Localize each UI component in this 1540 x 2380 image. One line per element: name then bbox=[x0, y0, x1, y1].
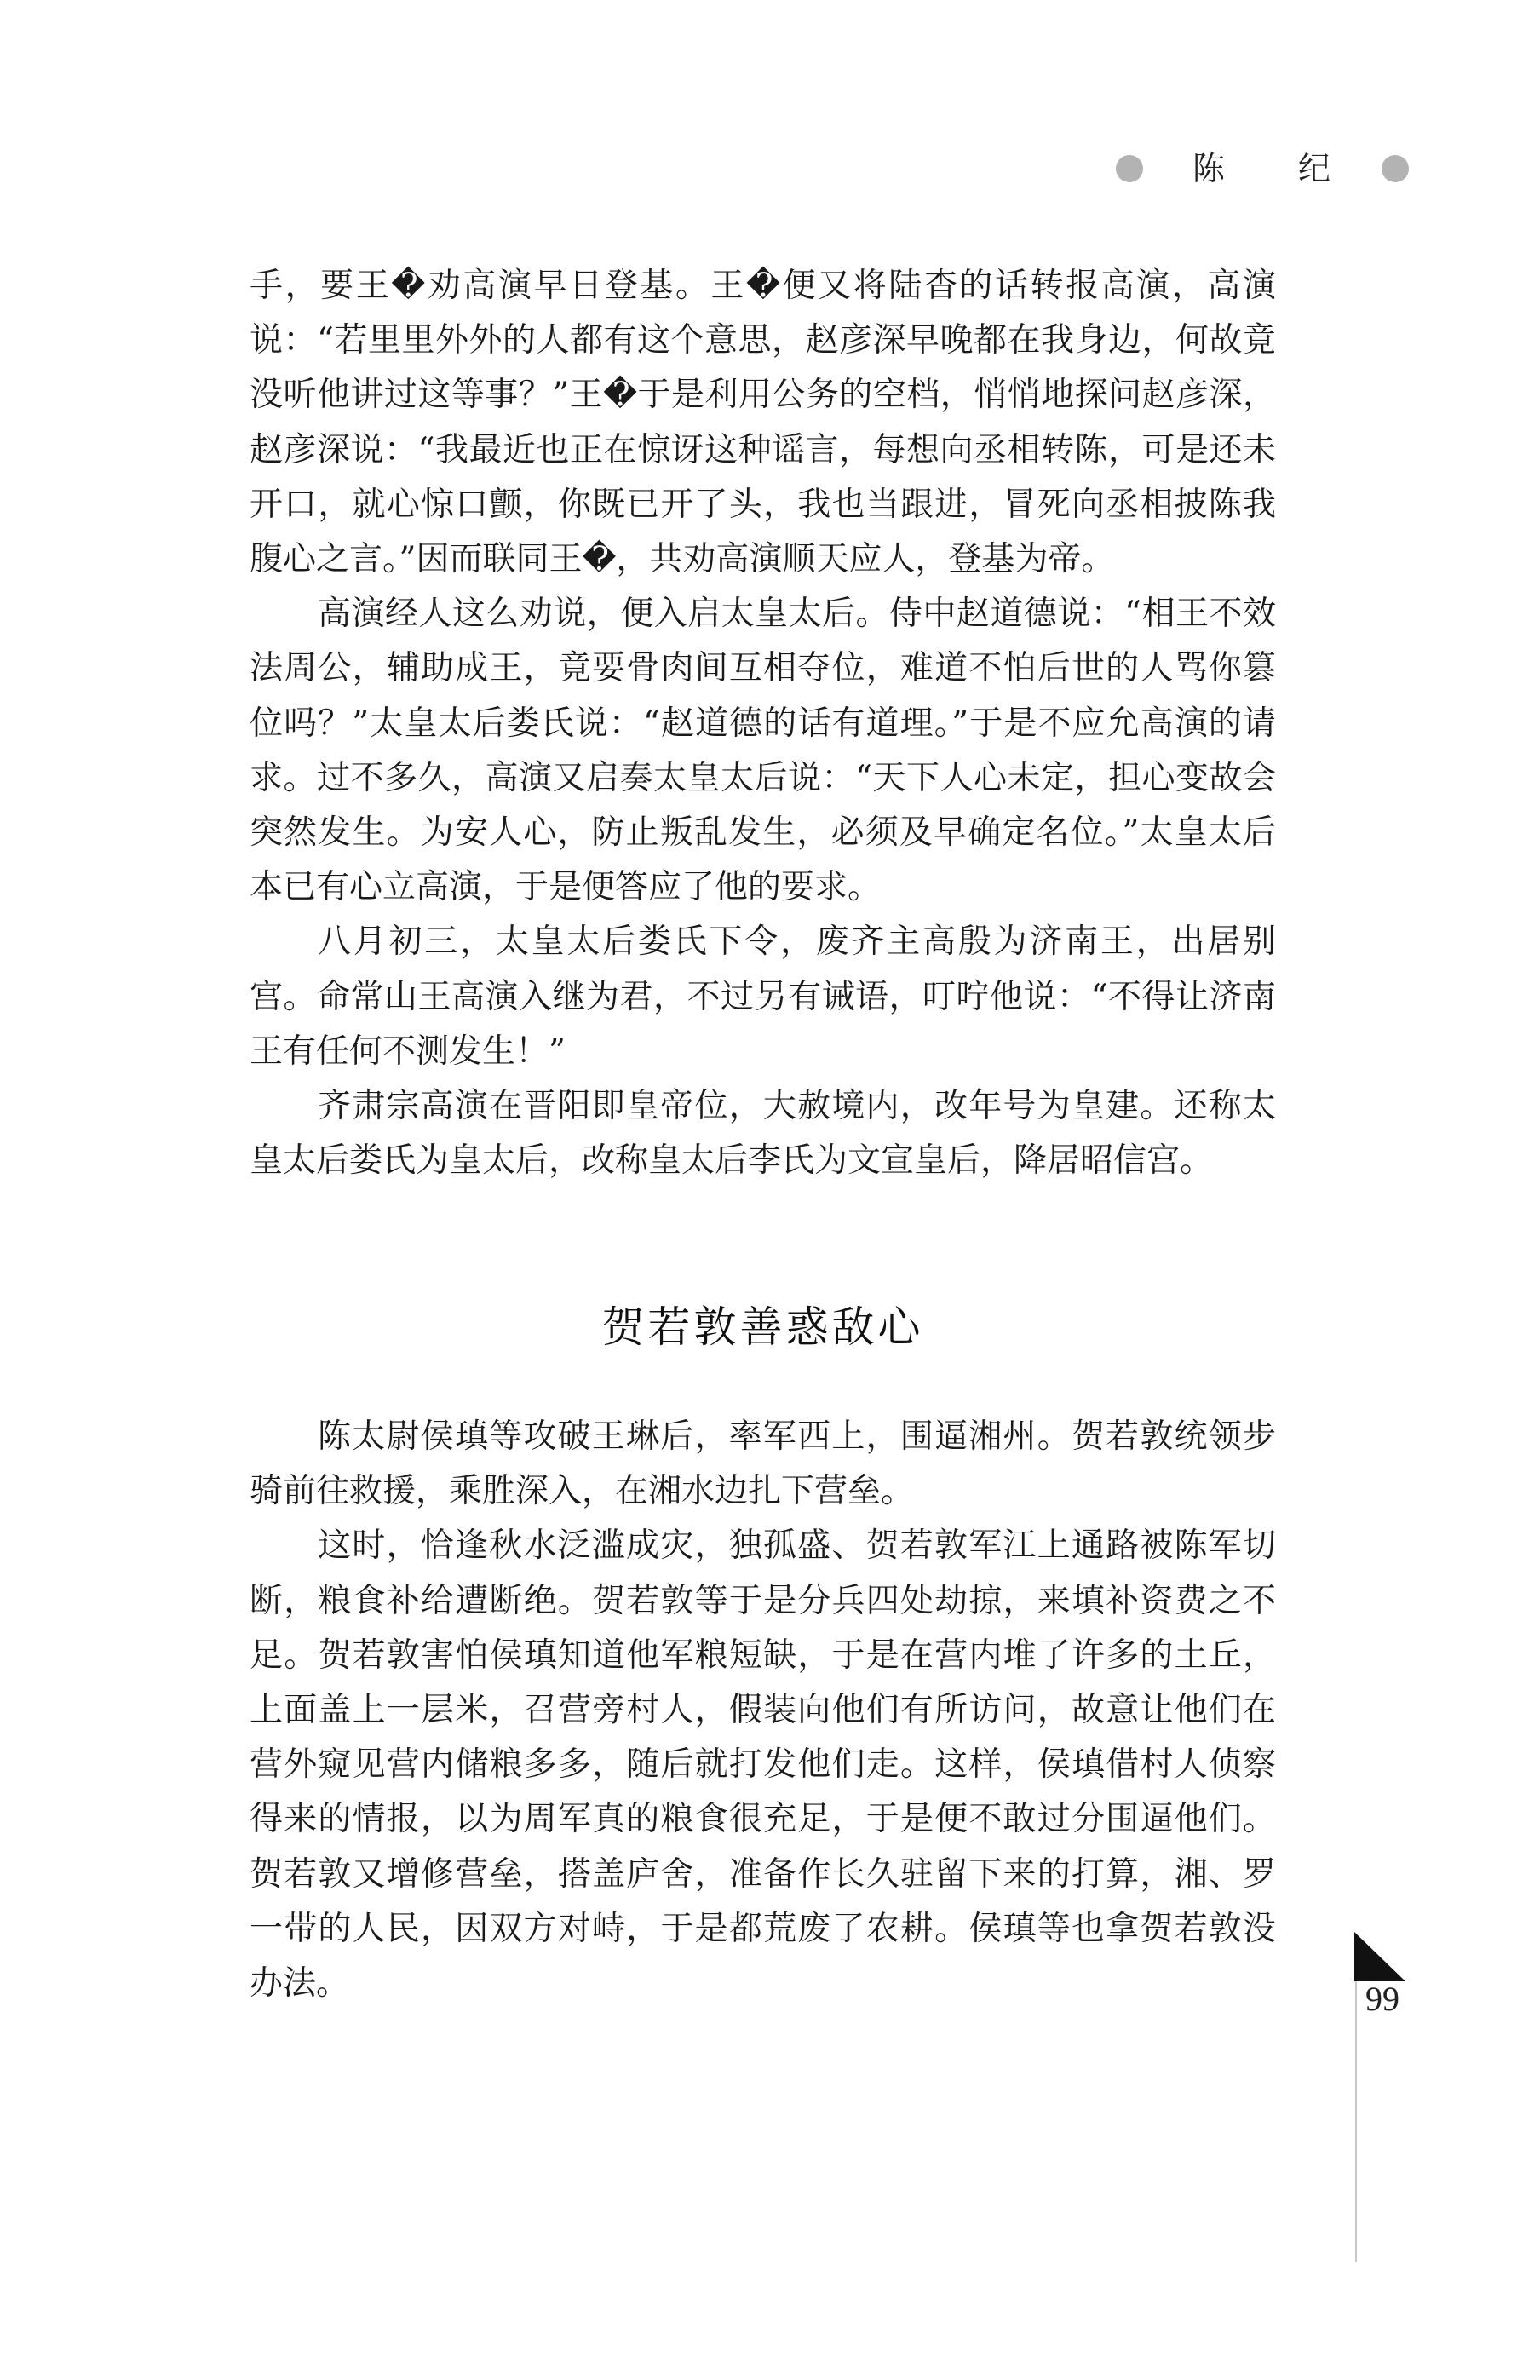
running-head-char-1: 陈 bbox=[1192, 150, 1226, 187]
running-head bbox=[1107, 143, 1431, 194]
paragraph: 手，要王�劝高演早日登基。王�便又将陆杳的话转报高演，高演说：“若里里外外的人都有这个意思，赵彦深早晚都在我身边，何故竟没听他讲过这等事？”王�于是利用公务的空档，悄悄地探问赵彦深，赵彦深说：“我最近也正在惊讶这种谣言，每想向丞相转陈，可是还未开口，就心惊口颤，你既已开了头，我也当跟进，冒死向丞相披陈我腹心之言。”因而联同王�，共劝高演顺天应人，登基为帝。 bbox=[250, 267, 1276, 579]
paragraph: 齐肃宗高演在晋阳即皇帝位，大赦境内，改年号为皇建。还称太皇太后娄氏为皇太后，改称皇太后李氏为文宣皇后，降居昭信宫。 bbox=[250, 1087, 1276, 1181]
margin-rule bbox=[1355, 1981, 1357, 2262]
paragraph: 八月初三，太皇太后娄氏下令，废齐主高殷为济南王，出居别宫。命常山王高演入继为君，不过另有诫语，叮咛他说：“不得让济南王有任何不测发生！” bbox=[250, 923, 1276, 1071]
running-head-char-2: 纪 bbox=[1298, 150, 1331, 187]
paragraph: 高演经人这么劝说，便入启太皇太后。侍中赵道德说：“相王不效法周公，辅助成王，竟要骨肉间互相夺位，难道不怕后世的人骂你篡位吗？”太皇太后娄氏说：“赵道德的话有道理。”于是不应允高演的请求。过不多久，高演又启奏太皇太后说：“天下人心未定，担心变故会突然发生。为安人心，防止叛乱发生，必须及早确定名位。”太皇太后本已有心立高演，于是便答应了他的要求。 bbox=[250, 595, 1276, 907]
section-title: 贺若敦善惑敌心 bbox=[601, 1302, 924, 1352]
page-number: 99 bbox=[1365, 1980, 1399, 2018]
paragraph: 陈太尉侯瑱等攻破王琳后，率军西上，围逼湘州。贺若敦统领步骑前往救援，乘胜深入，在湘水边扎下营垒。 bbox=[250, 1417, 1276, 1511]
body-text-bottom bbox=[250, 1410, 1276, 2011]
running-head-dot-right bbox=[1382, 155, 1409, 182]
paragraph: 这时，恰逢秋水泛滥成灾，独孤盛、贺若敦军江上通路被陈军切断，粮食补给遭断绝。贺若敦等于是分兵四处劫掠，来填补资费之不足。贺若敦害怕侯瑱知道他军粮短缺，于是在营内堆了许多的土丘，上面盖上一层米，召营旁村人，假装向他们有所访问，故意让他们在营外窥见营内储粮多多，随后就打发他们走。这样，侯瑱借村人侦察得来的情报，以为周军真的粮食很充足，于是便不敢过分围逼他们。贺若敦又增修营垒，搭盖庐舍，准备作长久驻留下来的打算，湘、罗一带的人民，因双方对峙，于是都荒废了农耕。侯瑱等也拿贺若敦没办法。 bbox=[250, 1526, 1276, 2003]
running-head-dot-left bbox=[1116, 155, 1143, 182]
body-text-top bbox=[250, 259, 1276, 1188]
page-corner-triangle-icon bbox=[1354, 1932, 1405, 1981]
